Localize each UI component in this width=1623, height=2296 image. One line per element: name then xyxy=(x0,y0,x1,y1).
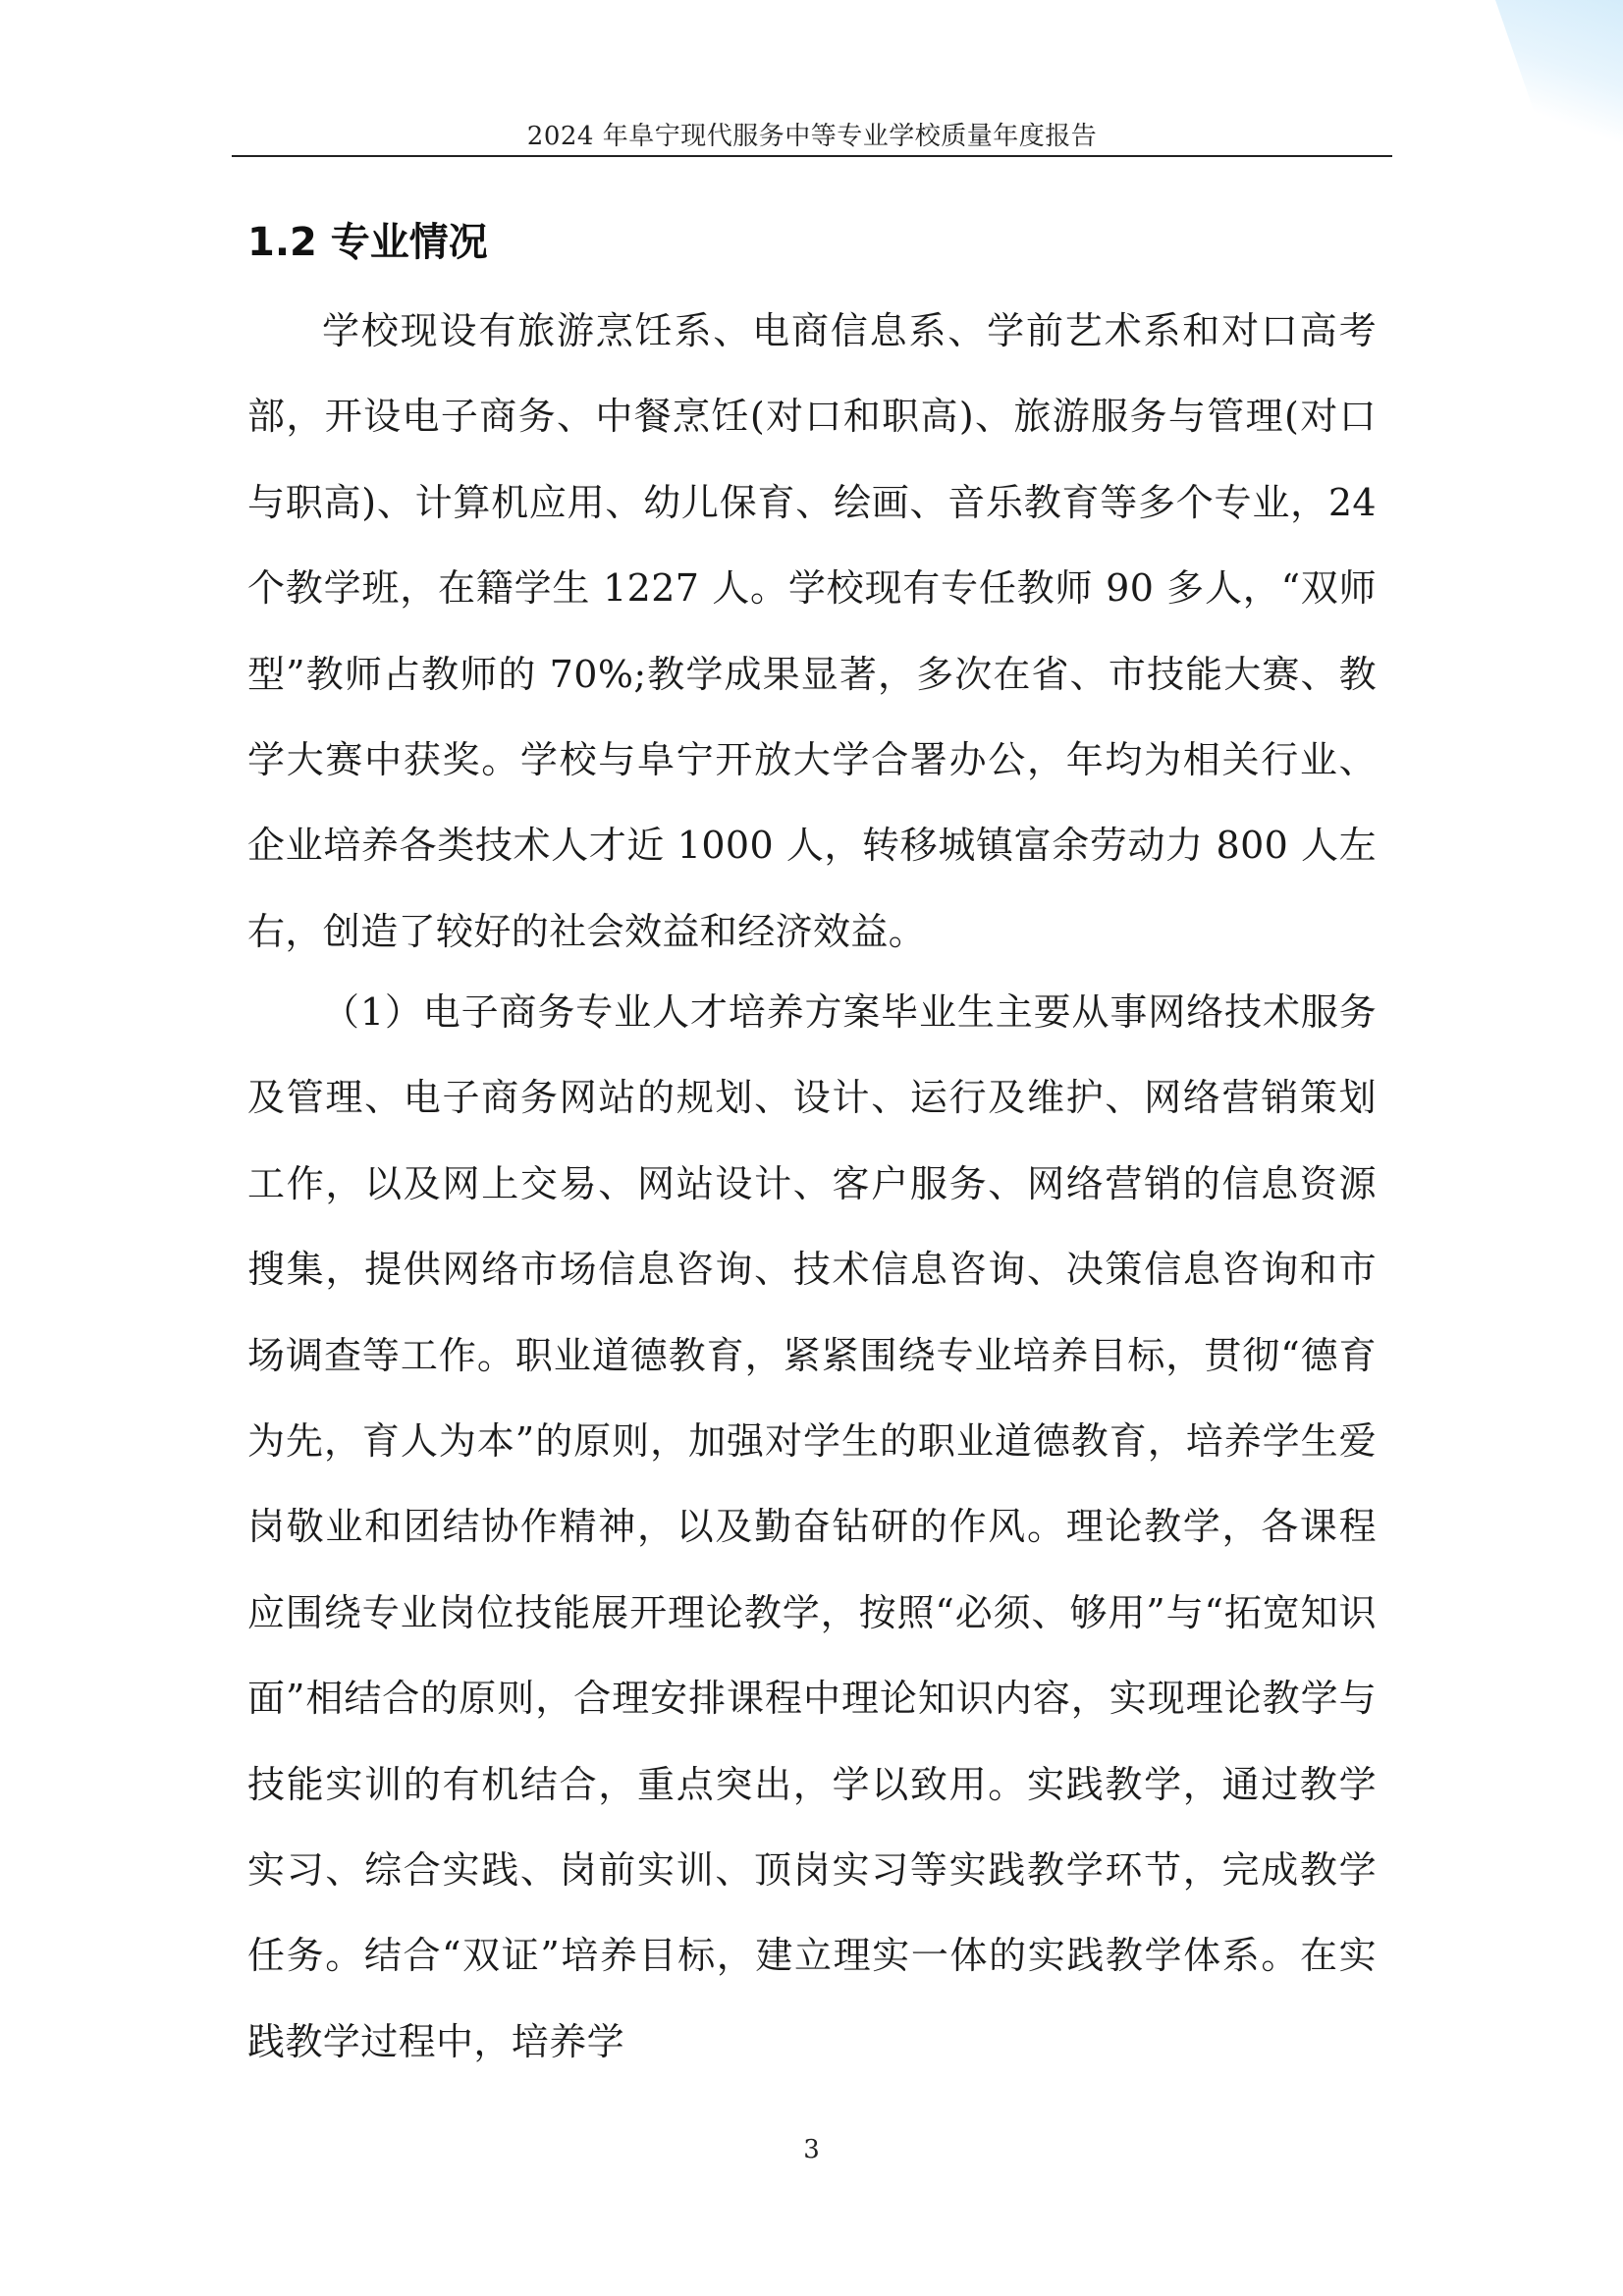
header-rule xyxy=(232,155,1392,157)
paragraph-ecommerce: （1）电子商务专业人才培养方案毕业生主要从事网络技术服务及管理、电子商务网站的规划、设计、运行及维护、网络营销策划工作，以及网上交易、网站设计、客户服务、网络营销的信息资源搜集，提供网络市场信息咨询、技术信息咨询、决策信息咨询和市场调查等工作。职业道德教育，紧紧围绕专业培养目标，贯彻“德育为先，育人为本”的原则，加强对学生的职业道德教育，培养学生爱岗敬业和团结协作精神，以及勤奋钻研的作风。理论教学，各课程应围绕专业岗位技能展开理论教学，按照“必须、够用”与“拓宽知识面”相结合的原则，合理安排课程中理论知识内容，实现理论教学与技能实训的有机结合，重点突出，学以致用。实践教学，通过教学实习、综合实践、岗前实训、顶岗实习等实践教学环节，完成教学任务。结合“双证”培养目标，建立理实一体的实践教学体系。在实践教学过程中，培养学 xyxy=(247,990,1377,2063)
corner-decoration xyxy=(1495,0,1623,147)
section-title: 1.2 专业情况 xyxy=(247,220,488,265)
paragraph-overview: 学校现设有旅游烹饪系、电商信息系、学前艺术系和对口高考部，开设电子商务、中餐烹饪(对口和职高)、旅游服务与管理(对口与职高)、计算机应用、幼儿保育、绘画、音乐教育等多个专业，24 个教学班，在籍学生 1227 人。学校现有专任教师 90 多人，“双师型”教师占教师的 70%;教学成果显著，多次在省、市技能大赛、教学大赛中获奖。学校与阜宁开放大学合署办公，年均为相关行业、企业培养各类技术人才近 1000 人，转移城镇富余劳动力 800 人左右，创造了较好的社会效益和经济效益。 xyxy=(247,309,1377,953)
page-number: 3 xyxy=(803,2135,820,2164)
running-header: 2024 年阜宁现代服务中等专业学校质量年度报告 xyxy=(526,122,1098,151)
